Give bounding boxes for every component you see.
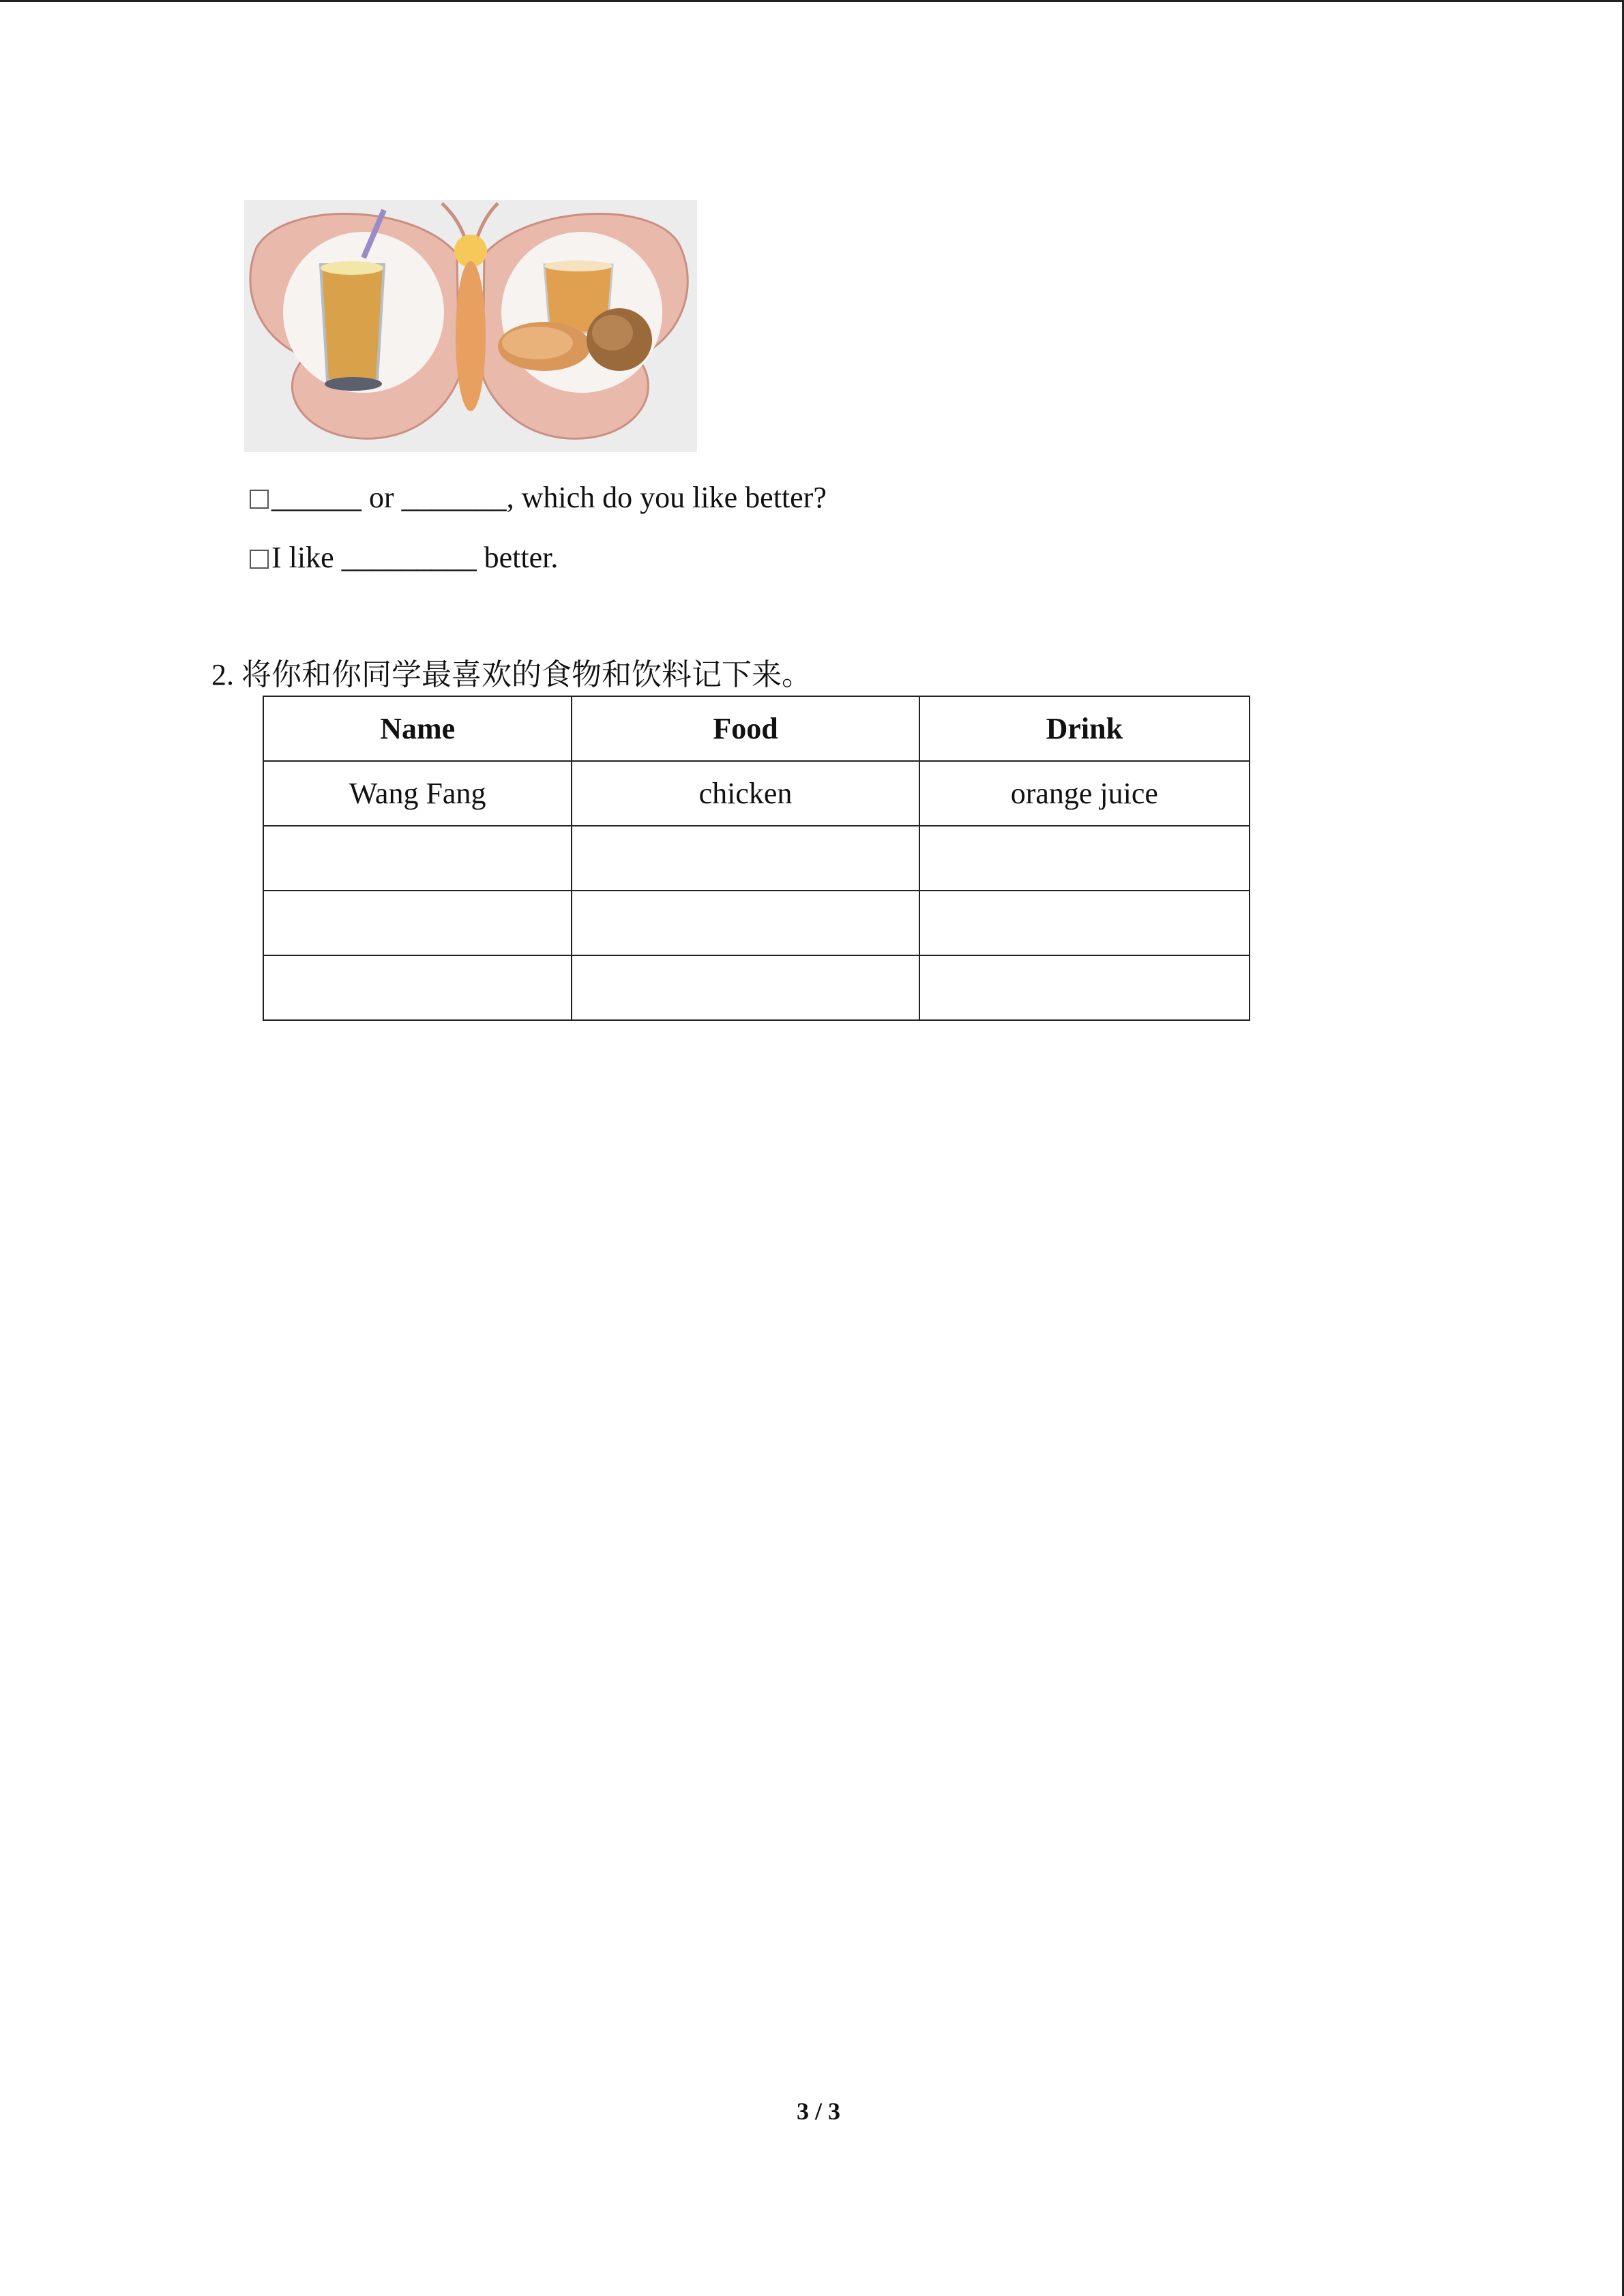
table-row [263, 891, 1250, 955]
cell-food[interactable] [572, 826, 919, 891]
cell-drink[interactable] [919, 955, 1250, 1020]
section-2-heading [211, 656, 812, 694]
question-text: ______ or _______, which do you like better? [271, 481, 827, 514]
cell-name[interactable] [263, 826, 572, 891]
cell-name[interactable] [263, 955, 572, 1020]
favorites-table [263, 696, 1250, 1021]
cell-drink[interactable] [919, 826, 1250, 891]
answer-prefix: I like [271, 541, 334, 574]
butterfly-food-illustration [244, 200, 697, 452]
table-row [263, 826, 1250, 891]
question-line [250, 479, 827, 517]
section-instruction: 将你和你同学最喜欢的食物和饮料记下来。 [241, 658, 812, 691]
column-header-food: Food [572, 696, 919, 761]
page-number: 3 / 3 [796, 2098, 840, 2125]
cell-drink: orange juice [919, 761, 1250, 826]
checkbox-icon[interactable] [250, 490, 269, 509]
table-row [263, 761, 1250, 826]
cell-food[interactable] [572, 891, 919, 955]
checkbox-icon[interactable] [250, 550, 269, 569]
table-header-row [263, 696, 1250, 761]
column-header-name: Name [263, 696, 572, 761]
cell-name: Wang Fang [263, 761, 572, 826]
answer-blank[interactable]: _________ [341, 541, 477, 574]
cell-food[interactable] [572, 955, 919, 1020]
answer-suffix: better. [484, 541, 559, 574]
page-top-border [0, 0, 1624, 2]
column-header-drink: Drink [919, 696, 1250, 761]
section-number: 2. [211, 658, 234, 691]
table-row [263, 955, 1250, 1020]
cell-drink[interactable] [919, 891, 1250, 955]
cell-name[interactable] [263, 891, 572, 955]
cell-food: chicken [572, 761, 919, 826]
answer-line [250, 539, 558, 577]
